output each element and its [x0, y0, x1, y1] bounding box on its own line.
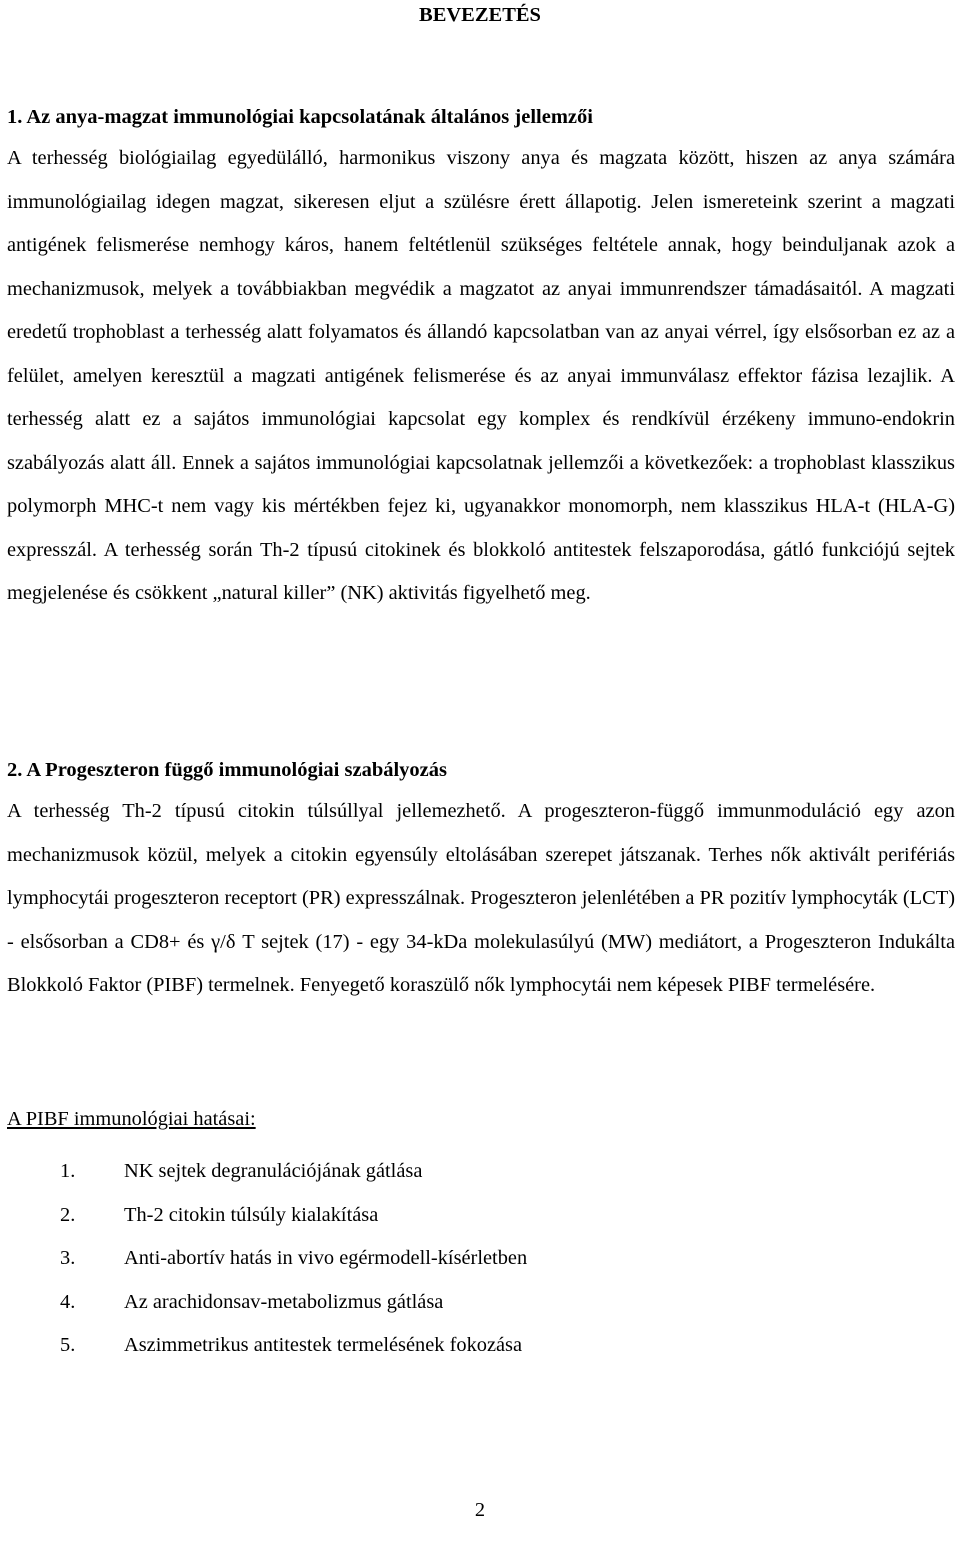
- list-item-number: 5.: [60, 1334, 76, 1356]
- list-item-text: Anti-abortív hatás in vivo egérmodell-kísérletben: [124, 1247, 528, 1269]
- section-2-paragraph: A terhesség Th-2 típusú citokin túlsúllyal jellemezhető. A progeszteron-függő immunmoduláció egy azon mechanizmusok közül, melyek a citokin egyensúly eltolásában szerepet játszanak. Terhes nők aktivált perifériás lymphocytái progeszteron receptort (PR) expresszálnak. Progeszteron jelenlétében a PR pozitív lymphocyták (LCT) - elsősorban a CD8+ és γ/δ T sejtek (17) - egy 34-kDa molekulasúlyú (MW) mediátort, a Progeszteron Indukálta Blokkoló Faktor (PIBF) termelnek. Fenyegető koraszülő nők lymphocytái nem képesek PIBF termelésére.: [7, 800, 955, 996]
- section-1-heading: 1. Az anya-magzat immunológiai kapcsolatának általános jellemzői: [7, 106, 593, 128]
- list-item-text: Aszimmetrikus antitestek termelésének fokozása: [124, 1334, 523, 1356]
- list-item-number: 1.: [60, 1160, 76, 1182]
- list-item: [60, 1150, 527, 1194]
- pibf-effects-heading: A PIBF immunológiai hatásai:: [7, 1108, 256, 1130]
- list-item-text: Th-2 citokin túlsúly kialakítása: [124, 1203, 379, 1226]
- list-item-text: Az arachidonsav-metabolizmus gátlása: [124, 1290, 444, 1313]
- list-item: [60, 1194, 527, 1238]
- section-1-paragraph: A terhesség biológiailag egyedülálló, harmonikus viszony anya és magzata között, hiszen az anya számára immunológiailag idegen magzat, sikeresen eljut a szülésre érett állapotig. Jelen ismereteink szerint a magzati antigének felismerése nemhogy káros, hanem feltétlenül szükséges feltétele annak, hogy beinduljanak azok a mechanizmusok, melyek a továbbiakban megvédik a magzatot az anyai immunrendszer támadásaitól. A magzati eredetű trophoblast a terhesség alatt folyamatos és állandó kapcsolatban van az anyai vérrel, így elsősorban ez az a felület, amelyen keresztül a magzati antigének felismerése és az anyai immunválasz effektor fázisa lezajlik. A terhesség alatt ez a sajátos immunológiai kapcsolat egy komplex és rendkívül érzékeny immuno-endokrin szabályozás alatt áll. Ennek a sajátos immunológiai kapcsolatnak jellemzői a következőek: a trophoblast klasszikus polymorph MHC-t nem vagy kis mértékben fejez ki, ugyanakkor monomorph, nem klasszikus HLA-t (HLA-G) expresszál. A terhesség során Th-2 típusú citokinek és blokkoló antitestek felszaporodása, gátló funkciójú sejtek megjelenése és csökkent „natural killer” (NK) aktivitás figyelhető meg.: [7, 147, 955, 604]
- list-item-number: 3.: [60, 1247, 76, 1269]
- pibf-effects-list: [60, 1150, 527, 1368]
- list-item-number: 2.: [60, 1203, 76, 1226]
- page-number: 2: [474, 1499, 486, 1521]
- list-item: [60, 1237, 527, 1281]
- list-item: [60, 1324, 527, 1368]
- list-item-text: NK sejtek degranulációjának gátlása: [124, 1160, 423, 1182]
- list-item-number: 4.: [60, 1290, 76, 1313]
- section-2-heading: 2. A Progeszteron függő immunológiai szabályozás: [7, 759, 447, 781]
- list-item: [60, 1281, 527, 1325]
- document-title: BEVEZETÉS: [419, 4, 541, 26]
